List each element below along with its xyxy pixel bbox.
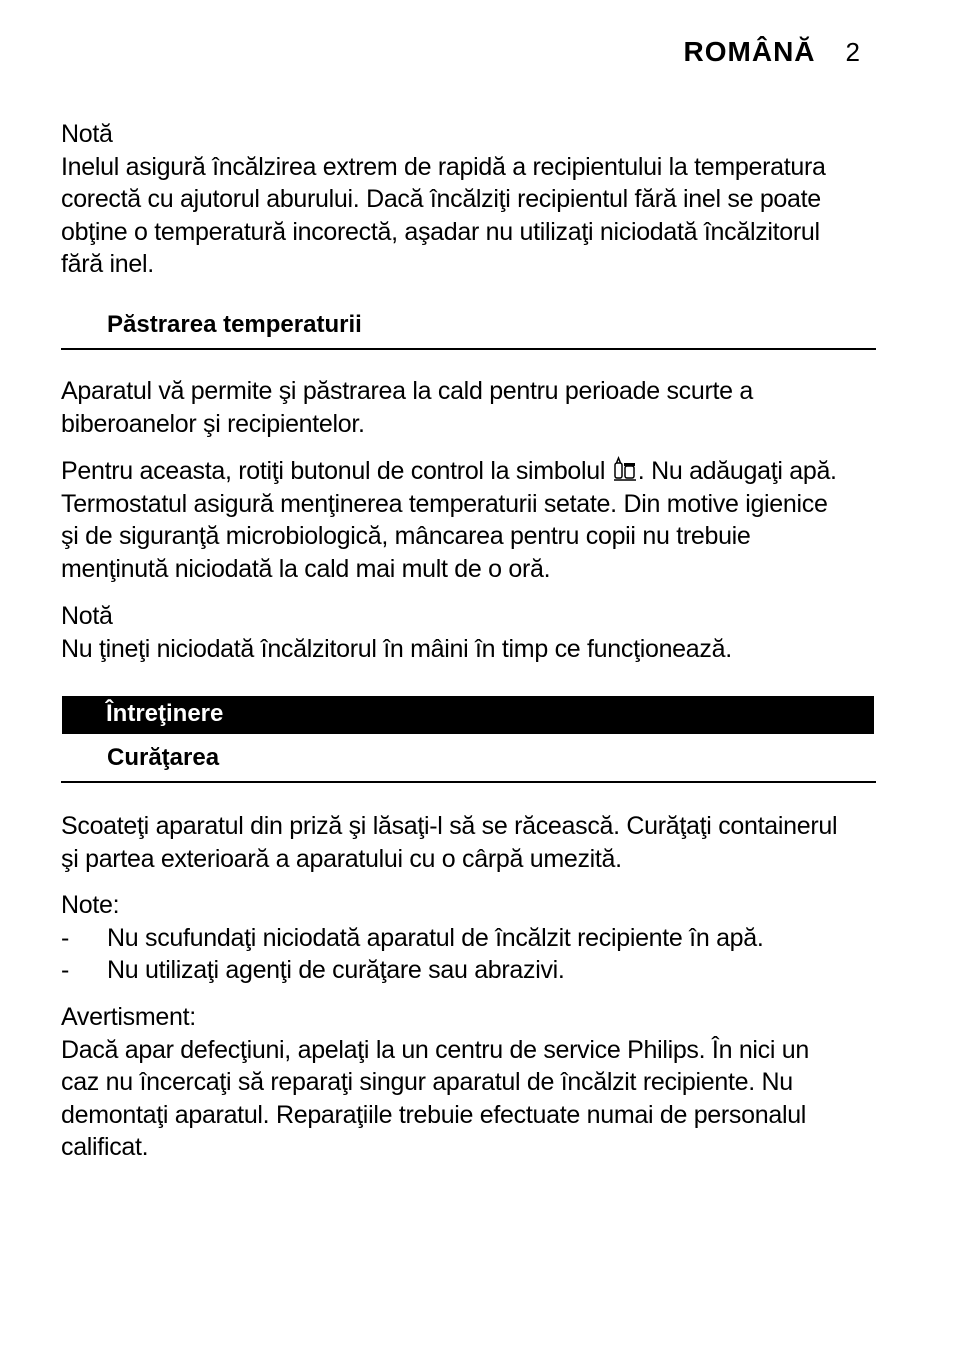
paragraph-text: Pentru aceasta, rotiţi butonul de control la simbolul bbox=[61, 457, 612, 485]
chapter-title: Întreţinere bbox=[106, 700, 224, 727]
chapter-bar-maintenance bbox=[62, 696, 874, 734]
note-line: Nu ţineţi niciodată încălzitorul în mâini în timp ce funcţionează. bbox=[61, 634, 732, 663]
note-line: Inelul asigură încălzirea extrem de rapidă a recipientului la temperatura bbox=[61, 152, 826, 181]
warning-line: calificat. bbox=[61, 1133, 149, 1161]
paragraph-control-knob bbox=[61, 455, 881, 585]
paragraph-line: şi de siguranţă microbiologică, mâncarea pentru copii nu trebuie bbox=[61, 522, 751, 550]
paragraph-cleaning bbox=[61, 810, 881, 875]
list-item bbox=[61, 954, 881, 987]
list-dash: - bbox=[61, 956, 70, 984]
bottle-and-jar-symbol-icon bbox=[612, 456, 638, 482]
note-line: obţine o temperatură incorectă, aşadar nu utilizaţi niciodată încălzitorul bbox=[61, 217, 820, 246]
page-number: 2 bbox=[845, 37, 860, 67]
section-heading-cleaning bbox=[61, 744, 876, 783]
warning-line: caz nu încercaţi să reparaţi singur aparatul de încălzit recipiente. Nu bbox=[61, 1068, 793, 1096]
paragraph-text: . Nu adăugaţi apă. bbox=[637, 457, 837, 485]
warning-line: demontaţi aparatul. Reparaţiile trebuie efectuate numai de personalul bbox=[61, 1100, 807, 1129]
page-header bbox=[684, 36, 860, 72]
paragraph-line: biberoanelor şi recipientelor. bbox=[61, 409, 365, 438]
paragraph-line: menţinută niciodată la cald mai mult de o oră. bbox=[61, 554, 551, 583]
paragraph-line: Termostatul asigură menţinerea temperaturii setate. Din motive igienice bbox=[61, 489, 828, 518]
note-label: Notă bbox=[61, 120, 113, 148]
language-label: ROMÂNĂ bbox=[683, 36, 816, 67]
section-heading-keep-temperature bbox=[61, 311, 876, 350]
list-item bbox=[61, 922, 881, 955]
warning-label: Avertisment: bbox=[61, 1003, 196, 1031]
warning-line: Dacă apar defecţiuni, apelaţi la un centru de service Philips. În nici un bbox=[61, 1035, 809, 1064]
paragraph-line-with-symbol bbox=[61, 455, 881, 488]
note-ring bbox=[61, 118, 881, 281]
paragraph-line: Aparatul vă permite şi păstrarea la cald pentru perioade scurte a bbox=[61, 377, 753, 405]
note-line: corectă cu ajutorul aburului. Dacă încălziţi recipientul fără inel se poate bbox=[61, 185, 821, 213]
list-dash: - bbox=[61, 923, 70, 952]
section-heading-text: Păstrarea temperaturii bbox=[107, 311, 362, 338]
note-hands bbox=[61, 600, 881, 665]
note-label: Notă bbox=[61, 602, 113, 630]
list-item-text: Nu scufundaţi niciodată aparatul de încălzit recipiente în apă. bbox=[107, 923, 764, 952]
notes-label: Note: bbox=[61, 891, 120, 919]
section-heading-text: Curăţarea bbox=[107, 744, 220, 771]
paragraph-line: şi partea exterioară a aparatului cu o cârpă umezită. bbox=[61, 844, 622, 873]
warning-block bbox=[61, 1001, 881, 1164]
list-item-text: Nu utilizaţi agenţi de curăţare sau abrazivi. bbox=[107, 956, 565, 984]
paragraph-line: Scoateţi aparatul din priză şi lăsaţi-l să se răcească. Curăţaţi containerul bbox=[61, 812, 838, 840]
note-line: fără inel. bbox=[61, 250, 154, 278]
paragraph-keep-warm bbox=[61, 375, 881, 440]
notes-list bbox=[61, 889, 881, 987]
